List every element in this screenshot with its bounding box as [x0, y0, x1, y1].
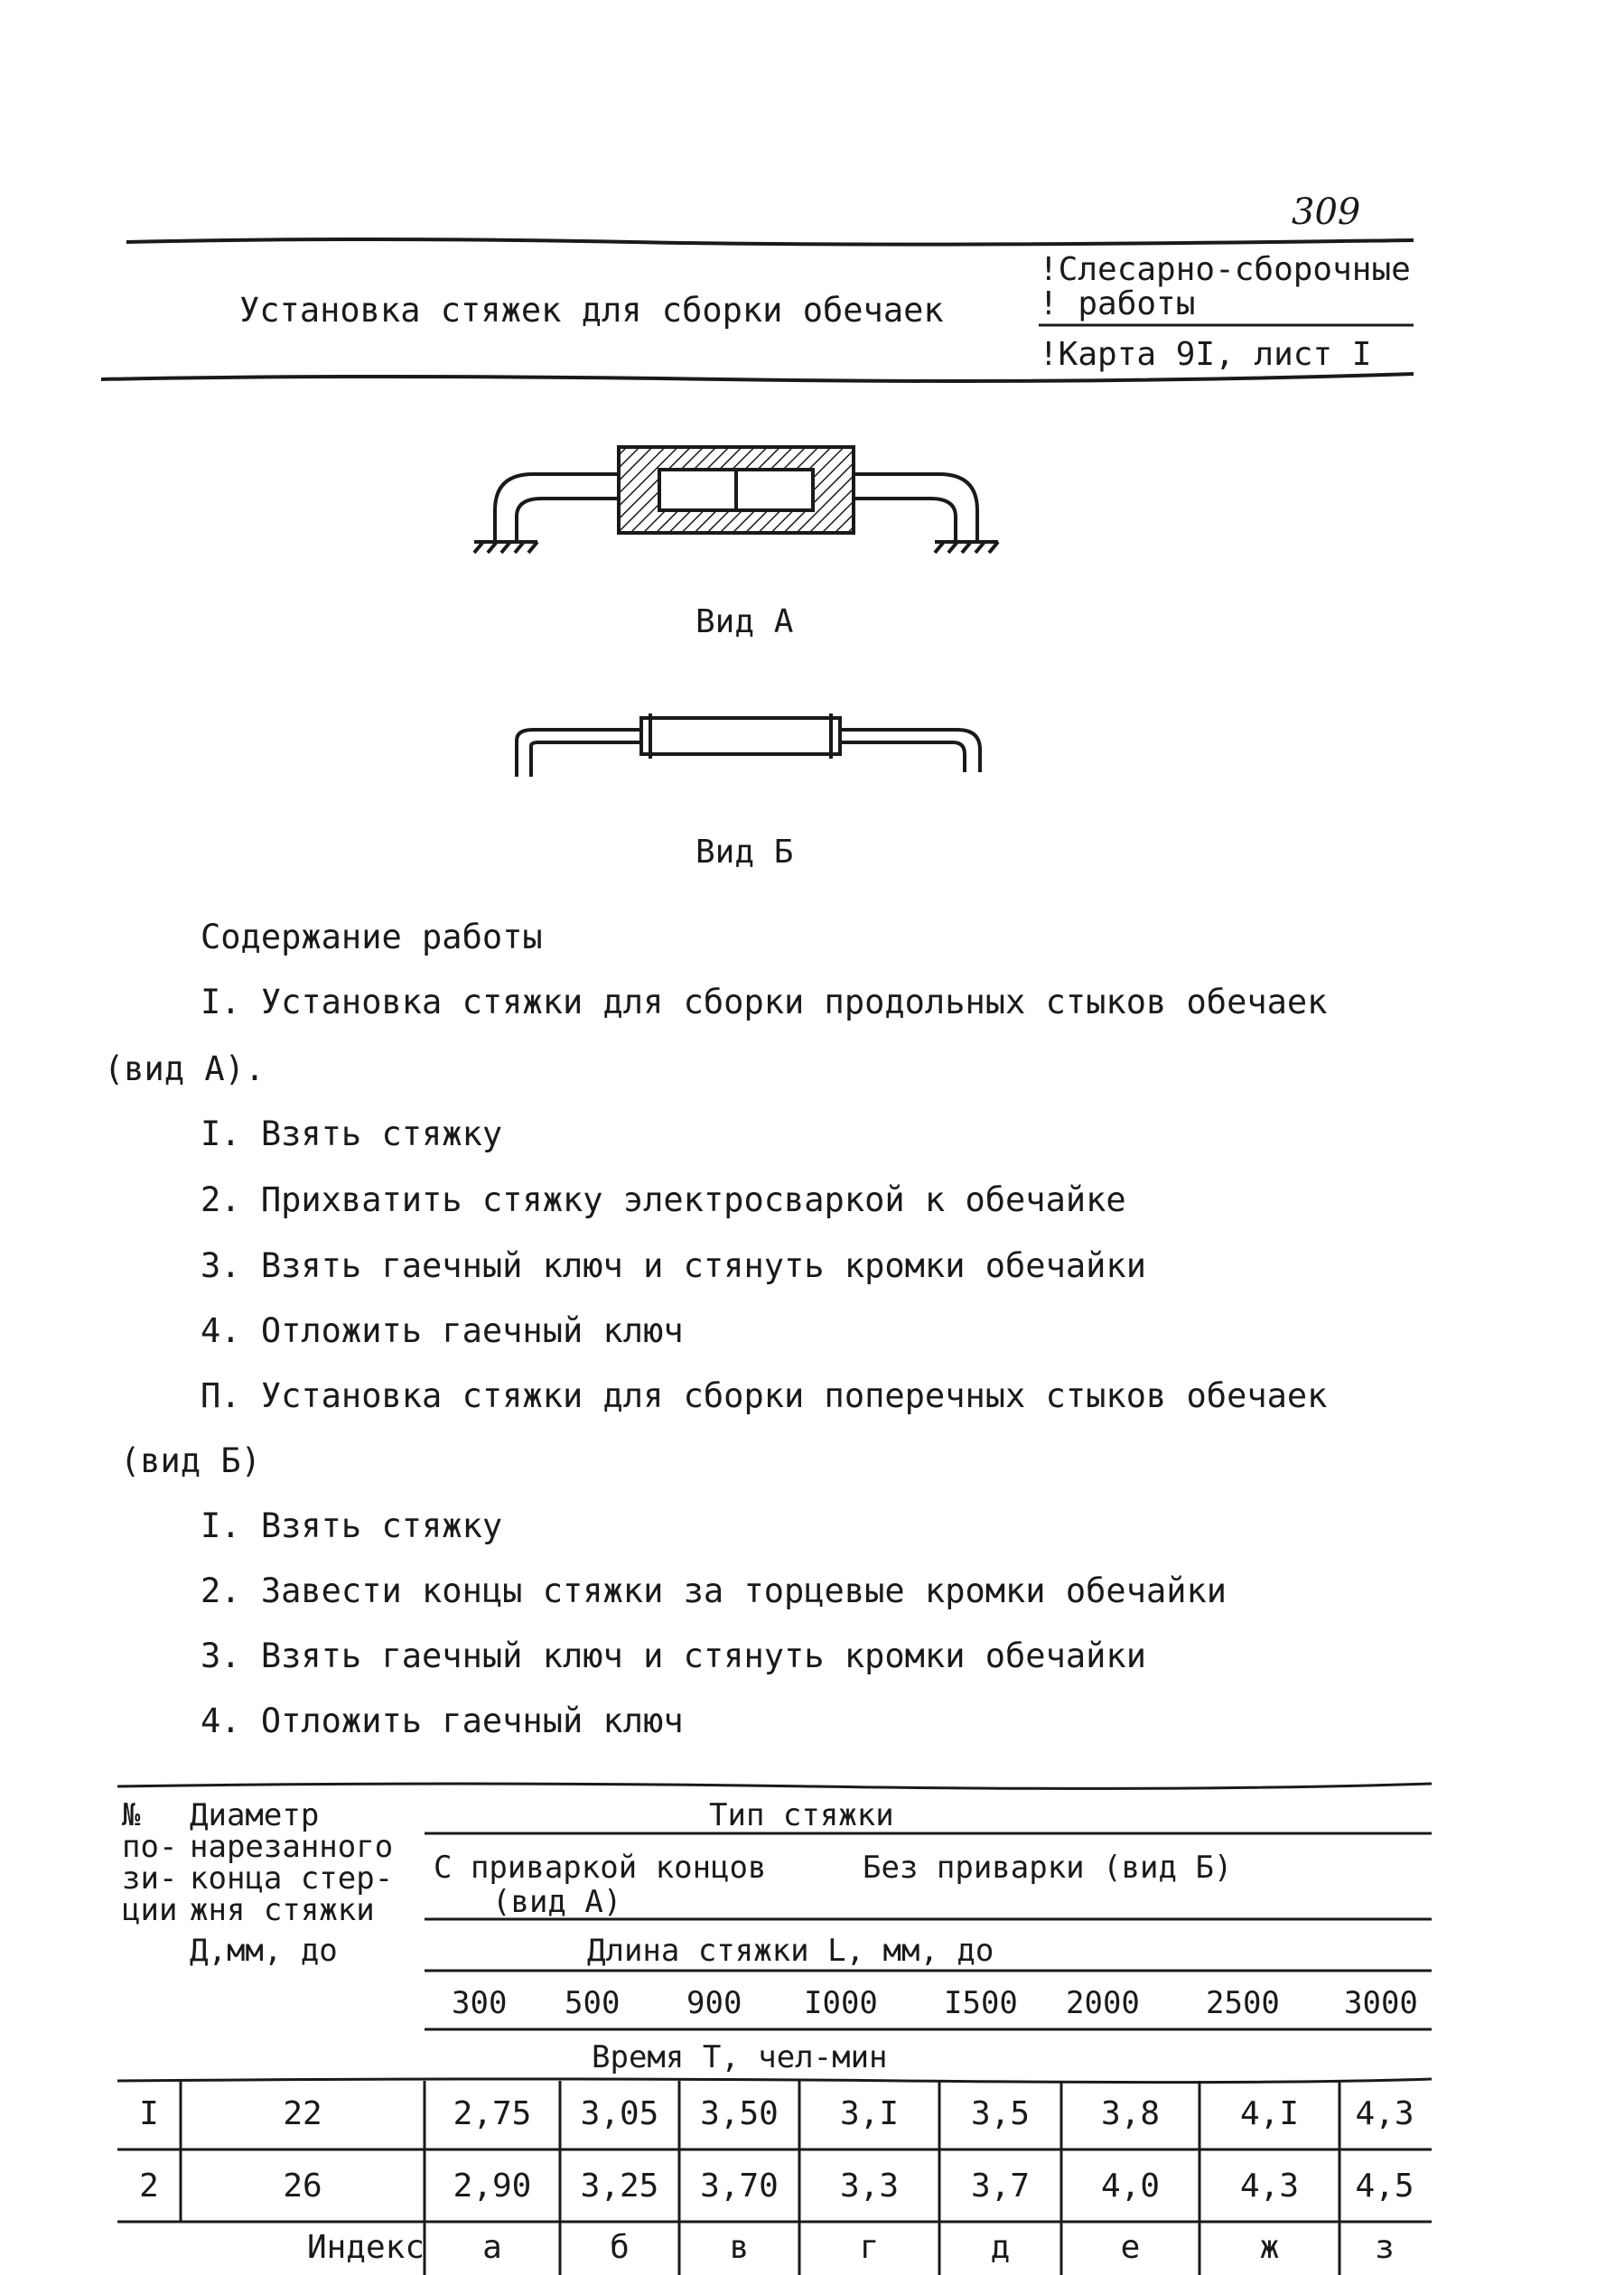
index-cell: з — [1375, 2229, 1395, 2266]
index-cell: ж — [1259, 2229, 1280, 2266]
col-no-header: № — [122, 1797, 141, 1833]
without-weld-header: Без приварки (вид Б) — [863, 1850, 1233, 1886]
time-cell: 3,50 — [700, 2095, 779, 2132]
time-cell: 3,05 — [580, 2095, 659, 2132]
length-value: I500 — [944, 1985, 1018, 2021]
col-no-header: по- — [122, 1829, 178, 1865]
page-number: 309 — [1292, 191, 1361, 233]
time-cell: 3,3 — [839, 2168, 900, 2205]
index-cell: д — [990, 2229, 1011, 2266]
section-2-cont: (вид Б) — [120, 1441, 261, 1480]
col-no-header: зи- — [122, 1860, 178, 1897]
time-cell: 2,75 — [453, 2095, 532, 2132]
section-2-step: 3. Взять гаечный ключ и стянуть кромки обечайки — [201, 1636, 1146, 1675]
with-weld-header: (вид А) — [492, 1884, 622, 1920]
section-2-step: 4. Отложить гаечный ключ — [201, 1702, 684, 1740]
time-cell: 3,25 — [580, 2168, 659, 2205]
row-diameter: 22 — [283, 2095, 322, 2132]
col-no-header: ции — [122, 1892, 178, 1928]
time-cell: 4,0 — [1100, 2168, 1161, 2205]
content-heading: Содержание работы — [201, 918, 543, 956]
length-value: 500 — [565, 1985, 621, 2021]
category-line-1: !Слесарно-сборочные — [1039, 251, 1411, 288]
section-1-step: I. Взять стяжку — [201, 1114, 503, 1153]
col-diam-header: жня стяжки — [190, 1892, 375, 1928]
section-2-step: I. Взять стяжку — [201, 1506, 503, 1545]
time-cell: 3,70 — [700, 2168, 779, 2205]
time-cell: 2,90 — [453, 2168, 532, 2205]
col-diam-header: конца стер- — [190, 1860, 394, 1897]
view-b-drawing — [517, 713, 980, 777]
time-cell: 4,5 — [1355, 2168, 1414, 2205]
length-value: 2500 — [1206, 1985, 1280, 2021]
category-line-2: ! работы — [1039, 285, 1196, 322]
card-title: Установка стяжек для сборки обечаек — [239, 291, 944, 330]
row-diameter: 26 — [283, 2168, 322, 2205]
row-no: 2 — [139, 2168, 159, 2205]
index-cell: в — [729, 2229, 750, 2266]
row-no: I — [139, 2095, 159, 2132]
time-cell: 3,5 — [970, 2095, 1031, 2132]
view-a-drawing — [474, 447, 998, 553]
length-value: 3000 — [1344, 1985, 1418, 2021]
length-value: 2000 — [1066, 1985, 1140, 2021]
type-header: Тип стяжки — [709, 1797, 894, 1833]
index-cell: б — [610, 2229, 630, 2266]
length-value: I000 — [804, 1985, 878, 2021]
index-cell: г — [859, 2229, 880, 2266]
header-bottom-rule — [101, 374, 1414, 381]
section-2-title: П. Установка стяжки для сборки поперечных стыков обечаек — [201, 1376, 1328, 1415]
time-cell: 3,8 — [1100, 2095, 1161, 2132]
time-cell: 4,I — [1239, 2095, 1300, 2132]
index-label: Индекс — [306, 2229, 425, 2266]
view-b-caption: Вид Б — [695, 834, 794, 871]
length-header: Длина стяжки L, мм, до — [587, 1933, 994, 1969]
time-cell: 4,3 — [1355, 2095, 1414, 2132]
col-diam-header: Д,мм, до — [190, 1933, 338, 1969]
time-cell: 3,I — [839, 2095, 900, 2132]
card-number: !Карта 9I, лист I — [1039, 336, 1372, 373]
section-1-step: 4. Отложить гаечный ключ — [201, 1311, 684, 1350]
with-weld-header: С приваркой концов — [434, 1850, 767, 1886]
section-2-step: 2. Завести концы стяжки за торцевые кромки обечайки — [201, 1571, 1227, 1610]
header-top-rule — [126, 239, 1414, 245]
index-cell: а — [482, 2229, 502, 2266]
time-cell: 4,3 — [1239, 2168, 1300, 2205]
col-diam-header: нарезанного — [190, 1829, 394, 1865]
section-1-cont: (вид А). — [104, 1049, 266, 1088]
section-1-step: 3. Взять гаечный ключ и стянуть кромки обечайки — [201, 1246, 1146, 1285]
section-1-step: 2. Прихватить стяжку электросваркой к обечайке — [201, 1180, 1126, 1219]
col-diam-header: Диаметр — [190, 1797, 320, 1833]
view-a-caption: Вид А — [695, 603, 794, 640]
length-value: 900 — [686, 1985, 742, 2021]
length-value: 300 — [452, 1985, 508, 2021]
index-cell: е — [1120, 2229, 1141, 2266]
time-header: Время Т, чел-мин — [592, 2039, 888, 2075]
time-cell: 3,7 — [970, 2168, 1031, 2205]
section-1-title: I. Установка стяжки для сборки продольных стыков обечаек — [201, 983, 1328, 1021]
